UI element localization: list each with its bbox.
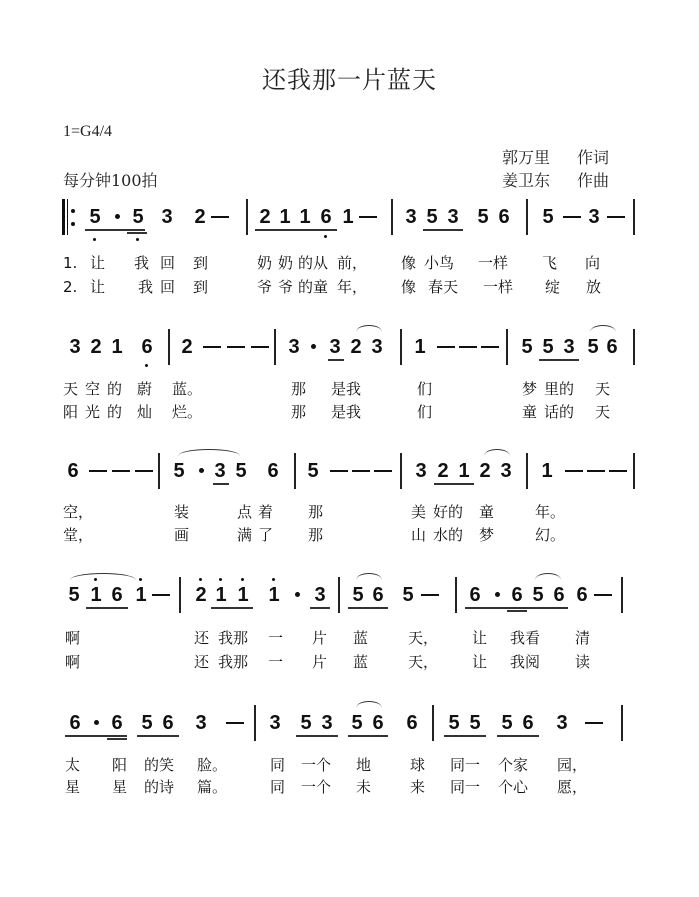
octave-dot <box>241 578 244 581</box>
note-digit: 2 <box>437 460 449 482</box>
note-digit: 3 <box>447 206 459 228</box>
beam-underline <box>85 229 145 231</box>
octave-dot <box>324 235 327 238</box>
lyric-syllable: 空 <box>85 380 101 398</box>
composer-role: 作曲 <box>577 171 610 190</box>
lyric-syllable: 球 <box>410 756 426 774</box>
note-extension-dash <box>227 346 245 348</box>
beam-underline <box>127 232 147 234</box>
bar-line <box>432 705 434 741</box>
lyric-syllable: 山 <box>411 526 427 544</box>
lyric-syllable: 同一 <box>450 778 481 796</box>
lyric-syllable: 的童 <box>298 278 329 296</box>
lyric-syllable: 点 <box>237 503 253 521</box>
note-extension-dash <box>211 216 229 218</box>
lyric-syllable: 来 <box>410 778 426 796</box>
note-digit: 6 <box>522 712 534 734</box>
lyric-syllable: 篇。 <box>197 778 228 796</box>
lyric-syllable: 画 <box>174 526 190 544</box>
bar-line <box>158 453 160 489</box>
note-digit: 3 <box>371 336 383 358</box>
note-digit: 3 <box>556 712 568 734</box>
note-digit: 5 <box>587 336 599 358</box>
lyric-syllable: 同 <box>270 756 286 774</box>
note-digit: 2 <box>195 584 207 606</box>
beam-underline <box>497 735 539 737</box>
note-digit: 5 <box>351 712 363 734</box>
beam-underline <box>137 735 179 737</box>
note-digit: 2 <box>90 336 102 358</box>
lyric-syllable: 烂。 <box>172 403 203 421</box>
note-digit: 5 <box>141 712 153 734</box>
octave-dot <box>145 364 148 367</box>
song-title: 还我那一片蓝天 <box>262 66 437 94</box>
lyric-syllable: 让 <box>472 653 488 671</box>
lyric-syllable: 同 <box>270 778 286 796</box>
beam-underline <box>65 735 127 737</box>
lyric-syllable: 向 <box>585 254 601 272</box>
lyric-syllable: 蓝。 <box>172 380 203 398</box>
lyric-syllable: 一 <box>268 629 284 647</box>
lyric-syllable: 梦 <box>479 526 495 544</box>
lyric-syllable: 天 <box>595 403 611 421</box>
lyric-syllable: 到 <box>193 254 209 272</box>
note-digit: 5 <box>448 712 460 734</box>
note-digit: 3 <box>415 460 427 482</box>
note-digit: 1 <box>90 584 102 606</box>
note-extension-dash <box>152 594 170 596</box>
note-digit: 3 <box>329 336 341 358</box>
note-extension-dash <box>89 470 107 472</box>
note-digit: 3 <box>288 336 300 358</box>
lyric-syllable: 像 <box>401 278 417 296</box>
lyric-syllable: 回 <box>160 278 176 296</box>
lyric-syllable: 愿， <box>557 778 588 796</box>
beam-underline <box>86 607 128 609</box>
lyric-syllable: 个家 <box>498 756 529 774</box>
lyric-syllable: 绽 <box>545 278 561 296</box>
lyric-syllable: 一个 <box>301 756 332 774</box>
lyric-syllable: 我 <box>134 254 150 272</box>
lyric-syllable: 天， <box>408 629 439 647</box>
note-digit: 1 <box>268 584 280 606</box>
note-digit: 3 <box>195 712 207 734</box>
lyric-syllable: 太 <box>65 756 81 774</box>
lyric-syllable: 让 <box>472 629 488 647</box>
bar-line <box>246 199 248 235</box>
note-digit: 5 <box>469 712 481 734</box>
lyric-syllable: 装 <box>174 503 190 521</box>
note-digit: 6 <box>576 584 588 606</box>
lyric-syllable: 2. <box>63 278 78 296</box>
note-digit: 1 <box>414 336 426 358</box>
note-digit: 6 <box>267 460 279 482</box>
bar-line <box>526 453 528 489</box>
bar-line <box>455 577 457 613</box>
note-digit: 6 <box>162 712 174 734</box>
note-digit: 3 <box>500 460 512 482</box>
note-extension-dash <box>587 470 605 472</box>
lyric-syllable: 天 <box>63 380 79 398</box>
lyric-syllable: 堂， <box>63 526 94 544</box>
beam-underline <box>213 483 229 485</box>
note-extension-dash <box>251 346 269 348</box>
repeat-dot <box>71 209 75 213</box>
lyric-syllable: 那 <box>291 380 307 398</box>
beam-underline <box>211 607 253 609</box>
lyric-syllable: 爷 <box>257 278 273 296</box>
bar-line <box>506 329 508 365</box>
lyric-syllable: 到 <box>193 278 209 296</box>
lyric-syllable: 蔚 <box>137 380 153 398</box>
lyric-syllable: 春天 <box>428 278 459 296</box>
note-digit: 2 <box>479 460 491 482</box>
note-extension-dash <box>607 216 625 218</box>
slur-arc <box>484 449 510 456</box>
note-extension-dash <box>112 470 130 472</box>
note-extension-dash <box>330 470 348 472</box>
octave-dot <box>136 238 139 241</box>
lyric-syllable: 读 <box>575 653 591 671</box>
lyric-syllable: 小鸟 <box>424 254 455 272</box>
note-digit: 2 <box>350 336 362 358</box>
lyric-syllable: 着 <box>258 503 274 521</box>
note-digit: 5 <box>89 206 101 228</box>
note-extension-dash <box>359 216 377 218</box>
lyric-syllable: 啊 <box>65 629 81 647</box>
note-digit: 5 <box>352 584 364 606</box>
note-extension-dash <box>437 346 455 348</box>
note-digit: 5 <box>426 206 438 228</box>
lyric-syllable: 一样 <box>478 254 509 272</box>
lyric-syllable: 星 <box>112 778 128 796</box>
lyric-syllable: 好的 <box>433 503 464 521</box>
key-signature: 1=G4/4 <box>63 123 113 140</box>
note-digit: 3 <box>269 712 281 734</box>
repeat-sign-thick-bar <box>62 199 65 235</box>
lyric-syllable: 星 <box>65 778 81 796</box>
lyric-syllable: 童 <box>522 403 538 421</box>
note-digit: 6 <box>111 712 123 734</box>
note-digit: 5 <box>300 712 312 734</box>
lyric-syllable: 童 <box>479 503 495 521</box>
lyric-syllable: 话的 <box>544 403 575 421</box>
slur-arc <box>535 573 561 580</box>
note-digit: 5 <box>173 460 185 482</box>
bar-line <box>400 453 402 489</box>
bar-line <box>391 199 393 235</box>
note-digit: 6 <box>511 584 523 606</box>
beam-underline <box>423 229 463 231</box>
lyric-syllable: 那 <box>308 526 324 544</box>
lyric-syllable: 蓝 <box>353 653 369 671</box>
note-digit: 5 <box>68 584 80 606</box>
lyric-syllable: 还 <box>194 653 210 671</box>
beam-underline <box>434 483 474 485</box>
note-digit: 5 <box>532 584 544 606</box>
lyricist-name: 郭万里 <box>502 148 551 167</box>
lyric-syllable: 的诗 <box>144 778 175 796</box>
note-digit: 1 <box>299 206 311 228</box>
note-digit: 6 <box>67 460 79 482</box>
note-digit: 6 <box>69 712 81 734</box>
note-digit: 5 <box>542 206 554 228</box>
octave-dot <box>139 578 142 581</box>
note-digit: 6 <box>406 712 418 734</box>
note-digit: 2 <box>194 206 206 228</box>
note-digit: 3 <box>69 336 81 358</box>
note-digit: 6 <box>141 336 153 358</box>
beam-underline <box>328 359 344 361</box>
octave-dot <box>219 578 222 581</box>
lyric-syllable: 我 <box>138 278 154 296</box>
slur-arc <box>356 701 382 708</box>
lyric-syllable: 年。 <box>535 503 566 521</box>
bar-line <box>400 329 402 365</box>
slur-arc <box>356 573 382 580</box>
composer-name: 姜卫东 <box>502 171 551 190</box>
augmentation-dot <box>199 468 204 473</box>
octave-dot <box>272 578 275 581</box>
note-digit: 2 <box>259 206 271 228</box>
lyric-syllable: 梦 <box>522 380 538 398</box>
beam-underline <box>539 359 579 361</box>
note-extension-dash <box>203 346 221 348</box>
lyric-syllable: 一 <box>268 653 284 671</box>
note-digit: 3 <box>588 206 600 228</box>
note-digit: 1 <box>342 206 354 228</box>
lyric-syllable: 的 <box>107 403 123 421</box>
note-extension-dash <box>594 594 612 596</box>
lyric-syllable: 那 <box>291 403 307 421</box>
lyric-syllable: 我看 <box>510 629 541 647</box>
lyric-syllable: 的笑 <box>144 756 175 774</box>
note-digit: 1 <box>541 460 553 482</box>
augmentation-dot <box>311 344 316 349</box>
augmentation-dot <box>295 592 300 597</box>
lyric-syllable: 前， <box>337 254 368 272</box>
lyric-syllable: 们 <box>417 403 433 421</box>
lyric-syllable: 飞 <box>542 254 558 272</box>
note-digit: 1 <box>111 336 123 358</box>
lyric-syllable: 地 <box>356 756 372 774</box>
repeat-dot <box>71 222 75 226</box>
lyric-syllable: 们 <box>417 380 433 398</box>
lyric-syllable: 1. <box>63 254 78 272</box>
lyric-syllable: 啊 <box>65 653 81 671</box>
lyricist-role: 作词 <box>577 148 610 167</box>
note-digit: 3 <box>161 206 173 228</box>
note-extension-dash <box>226 722 244 724</box>
beam-underline <box>107 738 127 740</box>
note-digit: 6 <box>498 206 510 228</box>
note-digit: 6 <box>553 584 565 606</box>
lyric-syllable: 我那 <box>218 629 249 647</box>
slur-arc <box>178 449 240 456</box>
lyric-syllable: 个心 <box>498 778 529 796</box>
lyric-syllable: 天 <box>595 380 611 398</box>
lyric-syllable: 了 <box>258 526 274 544</box>
lyric-syllable: 那 <box>308 503 324 521</box>
note-extension-dash <box>135 470 153 472</box>
beam-underline <box>348 607 388 609</box>
augmentation-dot <box>115 214 120 219</box>
lyric-syllable: 奶 <box>278 254 294 272</box>
note-digit: 1 <box>279 206 291 228</box>
note-digit: 6 <box>606 336 618 358</box>
lyric-syllable: 美 <box>411 503 427 521</box>
lyric-syllable: 清 <box>575 629 591 647</box>
repeat-sign-thin-bar <box>67 199 68 235</box>
lyric-syllable: 空， <box>63 503 94 521</box>
bar-line <box>621 577 623 613</box>
lyric-syllable: 阳 <box>112 756 128 774</box>
bar-line <box>274 329 276 365</box>
lyric-syllable: 奶 <box>257 254 273 272</box>
note-digit: 6 <box>320 206 332 228</box>
bar-line <box>633 199 635 235</box>
lyric-syllable: 爷 <box>278 278 294 296</box>
note-digit: 5 <box>132 206 144 228</box>
bar-line <box>338 577 340 613</box>
augmentation-dot <box>94 720 99 725</box>
beam-underline <box>444 735 486 737</box>
bar-line <box>254 705 256 741</box>
lyric-syllable: 是我 <box>331 403 362 421</box>
lyric-syllable: 让 <box>90 278 106 296</box>
octave-dot <box>93 238 96 241</box>
note-digit: 3 <box>563 336 575 358</box>
lyric-syllable: 像 <box>401 254 417 272</box>
beam-underline <box>348 735 388 737</box>
note-digit: 5 <box>402 584 414 606</box>
note-digit: 1 <box>135 584 147 606</box>
note-extension-dash <box>352 470 370 472</box>
lyric-syllable: 片 <box>312 629 328 647</box>
lyric-syllable: 我阅 <box>510 653 541 671</box>
octave-dot <box>199 578 202 581</box>
bar-line <box>168 329 170 365</box>
lyric-syllable: 满 <box>237 526 253 544</box>
note-digit: 3 <box>214 460 226 482</box>
bar-line <box>621 705 623 741</box>
note-extension-dash <box>609 470 627 472</box>
bar-line <box>633 453 635 489</box>
beam-underline <box>310 607 330 609</box>
lyric-syllable: 年， <box>337 278 368 296</box>
slur-arc <box>70 573 136 580</box>
note-digit: 6 <box>372 584 384 606</box>
note-extension-dash <box>563 216 581 218</box>
note-extension-dash <box>585 722 603 724</box>
lyric-syllable: 片 <box>312 653 328 671</box>
lyric-syllable: 阳 <box>63 403 79 421</box>
note-extension-dash <box>459 346 477 348</box>
note-digit: 1 <box>458 460 470 482</box>
bar-line <box>526 199 528 235</box>
augmentation-dot <box>495 592 500 597</box>
lyric-syllable: 的 <box>107 380 123 398</box>
lyric-syllable: 脸。 <box>197 756 228 774</box>
tempo-marking: 每分钟100拍 <box>63 171 158 190</box>
lyric-syllable: 天， <box>408 653 439 671</box>
lyric-syllable: 放 <box>586 278 602 296</box>
note-extension-dash <box>481 346 499 348</box>
slur-arc <box>590 325 616 332</box>
note-extension-dash <box>421 594 439 596</box>
lyric-syllable: 园， <box>557 756 588 774</box>
note-digit: 5 <box>521 336 533 358</box>
lyric-syllable: 光 <box>85 403 101 421</box>
note-digit: 1 <box>237 584 249 606</box>
lyric-syllable: 同一 <box>450 756 481 774</box>
note-digit: 6 <box>372 712 384 734</box>
note-digit: 3 <box>405 206 417 228</box>
note-digit: 3 <box>314 584 326 606</box>
note-digit: 2 <box>181 336 193 358</box>
lyric-syllable: 一个 <box>301 778 332 796</box>
slur-arc <box>356 325 382 332</box>
lyric-syllable: 灿 <box>137 403 153 421</box>
note-extension-dash <box>565 470 583 472</box>
lyric-syllable: 里的 <box>544 380 575 398</box>
note-digit: 3 <box>321 712 333 734</box>
note-digit: 6 <box>469 584 481 606</box>
lyric-syllable: 水的 <box>433 526 464 544</box>
bar-line <box>633 329 635 365</box>
octave-dot <box>94 578 97 581</box>
beam-underline <box>255 229 337 231</box>
note-digit: 5 <box>235 460 247 482</box>
lyric-syllable: 让 <box>90 254 106 272</box>
lyric-syllable: 一样 <box>483 278 514 296</box>
note-digit: 5 <box>477 206 489 228</box>
note-digit: 6 <box>111 584 123 606</box>
bar-line <box>179 577 181 613</box>
lyric-syllable: 未 <box>356 778 372 796</box>
beam-underline <box>465 607 568 609</box>
lyric-syllable: 蓝 <box>353 629 369 647</box>
note-extension-dash <box>374 470 392 472</box>
lyric-syllable: 幻。 <box>535 526 566 544</box>
lyric-syllable: 回 <box>160 254 176 272</box>
bar-line <box>294 453 296 489</box>
note-digit: 5 <box>542 336 554 358</box>
lyric-syllable: 我那 <box>218 653 249 671</box>
beam-underline <box>507 610 527 612</box>
lyric-syllable: 的从 <box>298 254 329 272</box>
beam-underline <box>296 735 338 737</box>
lyric-syllable: 还 <box>194 629 210 647</box>
note-digit: 5 <box>501 712 513 734</box>
note-digit: 5 <box>307 460 319 482</box>
lyric-syllable: 是我 <box>331 380 362 398</box>
note-digit: 1 <box>215 584 227 606</box>
